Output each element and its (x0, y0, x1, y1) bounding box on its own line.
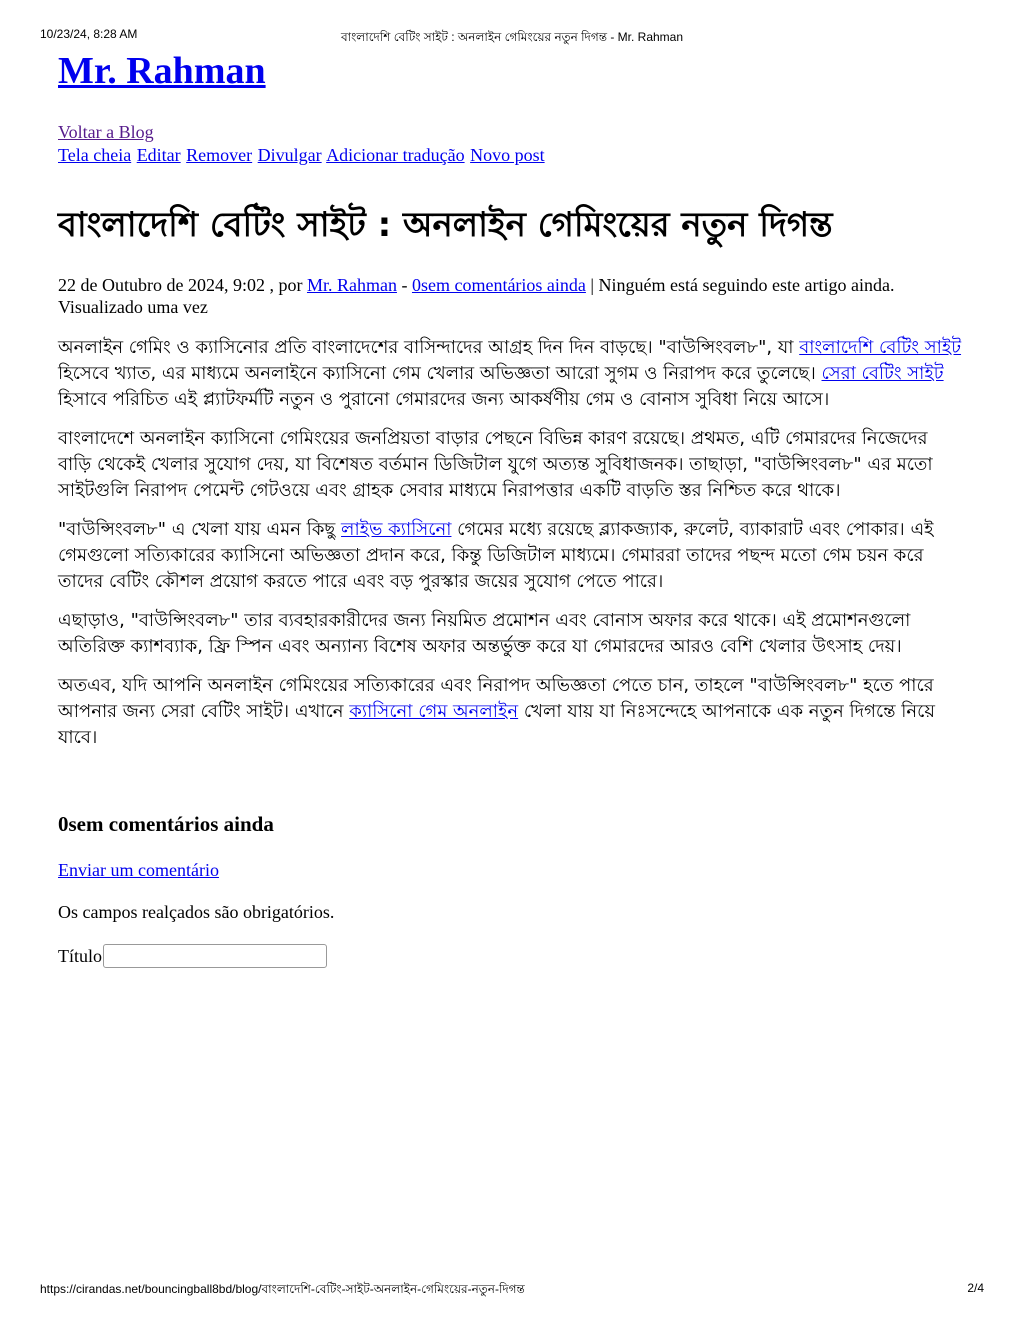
meta-author-link[interactable]: Mr. Rahman (306, 275, 397, 295)
print-title: বাংলাদেশি বেটিং সাইট : অনলাইন গেমিংয়ের নতুন দিগন্ত - Mr. Rahman (340, 30, 684, 44)
paragraph-text: অনলাইন গেমিং ও ক্যাসিনোর প্রতি বাংলাদেশের বাসিন্দাদের আগ্রহ দিন দিন বাড়ছে। "বাউন্সিংবল৮", যা (58, 337, 800, 358)
paragraph-text: অতএব, যদি আপনি অনলাইন গেমিংয়ের সত্যিকারের এবং নিরাপদ অভিজ্ঞতা পেতে চান, তাহলে "বাউন্সিংবল৮" হতে পারে আপনার জন্য সেরা বেটিং সাইট। এখানে (58, 675, 934, 722)
paragraph-text: "বাউন্সিংবল৮" এ খেলা যায় এমন কিছু (58, 519, 342, 540)
paragraph-text: হিসাবে পরিচিত এই প্ল্যাটফর্মটি নতুন ও পুরানো গেমারদের জন্য আকর্ষণীয় গেম ও বোনাস সুবিধা নিয়ে আসে। (58, 389, 830, 410)
required-fields-note: Os campos realçados são obrigatórios. (58, 902, 335, 922)
new-post-link[interactable]: Novo post (470, 145, 545, 165)
send-comment-link[interactable]: Enviar um comentário (58, 860, 219, 880)
meta-comments-link[interactable]: 0sem comentários ainda (411, 275, 586, 295)
comment-title-row (58, 943, 968, 969)
edit-link[interactable]: Editar (136, 145, 181, 165)
remove-link[interactable]: Remover (186, 145, 253, 165)
meta-views: Visualizado uma vez (58, 297, 208, 317)
fullscreen-link[interactable]: Tela cheia (58, 145, 132, 165)
best-betting-site-link[interactable]: সেরা বেটিং সাইট (821, 363, 944, 384)
comments-heading: 0sem comentários ainda (58, 812, 274, 836)
article-title: বাংলাদেশি বেটিং সাইট : অনলাইন গেমিংয়ের নতুন দিগন্ত (58, 205, 833, 245)
comment-title-label: Título (58, 946, 102, 966)
comment-title-input[interactable] (103, 944, 327, 968)
article-paragraph-3 (58, 517, 963, 595)
article-paragraph-2: বাংলাদেশে অনলাইন ক্যাসিনো গেমিংয়ের জনপ্রিয়তা বাড়ার পেছনে বিভিন্ন কারণ রয়েছে। প্রথমত, এটি গেমারদের নিজেদের বাড়ি থেকেই খেলার সুযোগ দেয়, যা বিশেষত বর্তমান ডিজিটাল যুগে অত্যন্ত সুবিধাজনক। তাছাড়া, "বাউন্সিংবল৮" এর মতো সাইটগুলি নিরাপদ পেমেন্ট গেটওয়ে এবং গ্রাহক সেবার মাধ্যমে নিরাপত্তার একটি বাড়তি স্তর নিশ্চিত করে থাকে। (58, 428, 933, 501)
bangladeshi-betting-site-link[interactable]: বাংলাদেশি বেটিং সাইট (799, 337, 962, 358)
send-comment (58, 859, 968, 881)
live-casino-link[interactable]: লাইভ ক্যাসিনো (341, 519, 452, 540)
print-date: 10/23/24, 8:28 AM (40, 27, 138, 41)
blog-title (58, 48, 968, 94)
back-to-blog (58, 121, 968, 143)
blog-title-link[interactable]: Mr. Rahman (58, 50, 266, 92)
add-translation-link[interactable]: Adicionar tradução (326, 145, 465, 165)
paragraph-text: গেমের মধ্যে রয়েছে ব্ল্যাকজ্যাক, রুলেট, ব্যাকারাট এবং পোকার। এই গেমগুলো সত্যিকারের ক্যাসিনো অভিজ্ঞতা প্রদান করে, কিন্তু ডিজিটাল মাধ্যমে। গেমাররা তাদের পছন্দ মতো গেম চয়ন করে তাদের বেটিং কৌশল প্রয়োগ করতে পারে এবং বড় পুরস্কার জয়ের সুযোগ পেতে পারে। (58, 519, 934, 592)
print-page-number: 2/4 (967, 1281, 984, 1295)
back-to-blog-link[interactable]: Voltar a Blog (58, 122, 154, 142)
meta-separator: - (396, 275, 412, 295)
print-header (40, 27, 984, 43)
article-meta (58, 274, 958, 318)
page-content (58, 48, 968, 969)
print-url: https://cirandas.net/bouncingball8bd/blog/বাংলাদেশি-বেটিং-সাইট-অনলাইন-গেমিংয়ের-নতুন-দিগন্ত (40, 1282, 525, 1296)
print-footer (40, 1281, 984, 1297)
article-paragraph-4: এছাড়াও, "বাউন্সিংবল৮" তার ব্যবহারকারীদের জন্য নিয়মিত প্রমোশন এবং বোনাস অফার করে থাকে। এই প্রমোশনগুলো অতিরিক্ত ক্যাশব্যাক, ফ্রি স্পিন এবং অন্যান্য বিশেষ অফার অন্তর্ভুক্ত করে যা গেমারদের আরও বেশি খেলার উৎসাহ দেয়। (58, 610, 911, 657)
paragraph-text: খেলা যায় যা নিঃসন্দেহে আপনাকে এক নতুন দিগন্তে নিয়ে যাবে। (58, 701, 935, 748)
article-paragraph-1 (58, 335, 963, 413)
paragraph-text: হিসেবে খ্যাত, এর মাধ্যমে অনলাইনে ক্যাসিনো গেম খেলার অভিজ্ঞতা আরো সুগম ও নিরাপদ করে তুলেছে। (58, 363, 822, 384)
article-paragraph-5 (58, 673, 963, 751)
meta-date: 22 de Outubro de 2024, 9:02 , por (58, 275, 307, 295)
share-link[interactable]: Divulgar (257, 145, 322, 165)
meta-followers: | Ninguém está seguindo este artigo ainda. (585, 275, 895, 295)
article-actions (58, 143, 968, 167)
casino-game-online-link[interactable]: ক্যাসিনো গেম অনলাইন (349, 701, 519, 722)
